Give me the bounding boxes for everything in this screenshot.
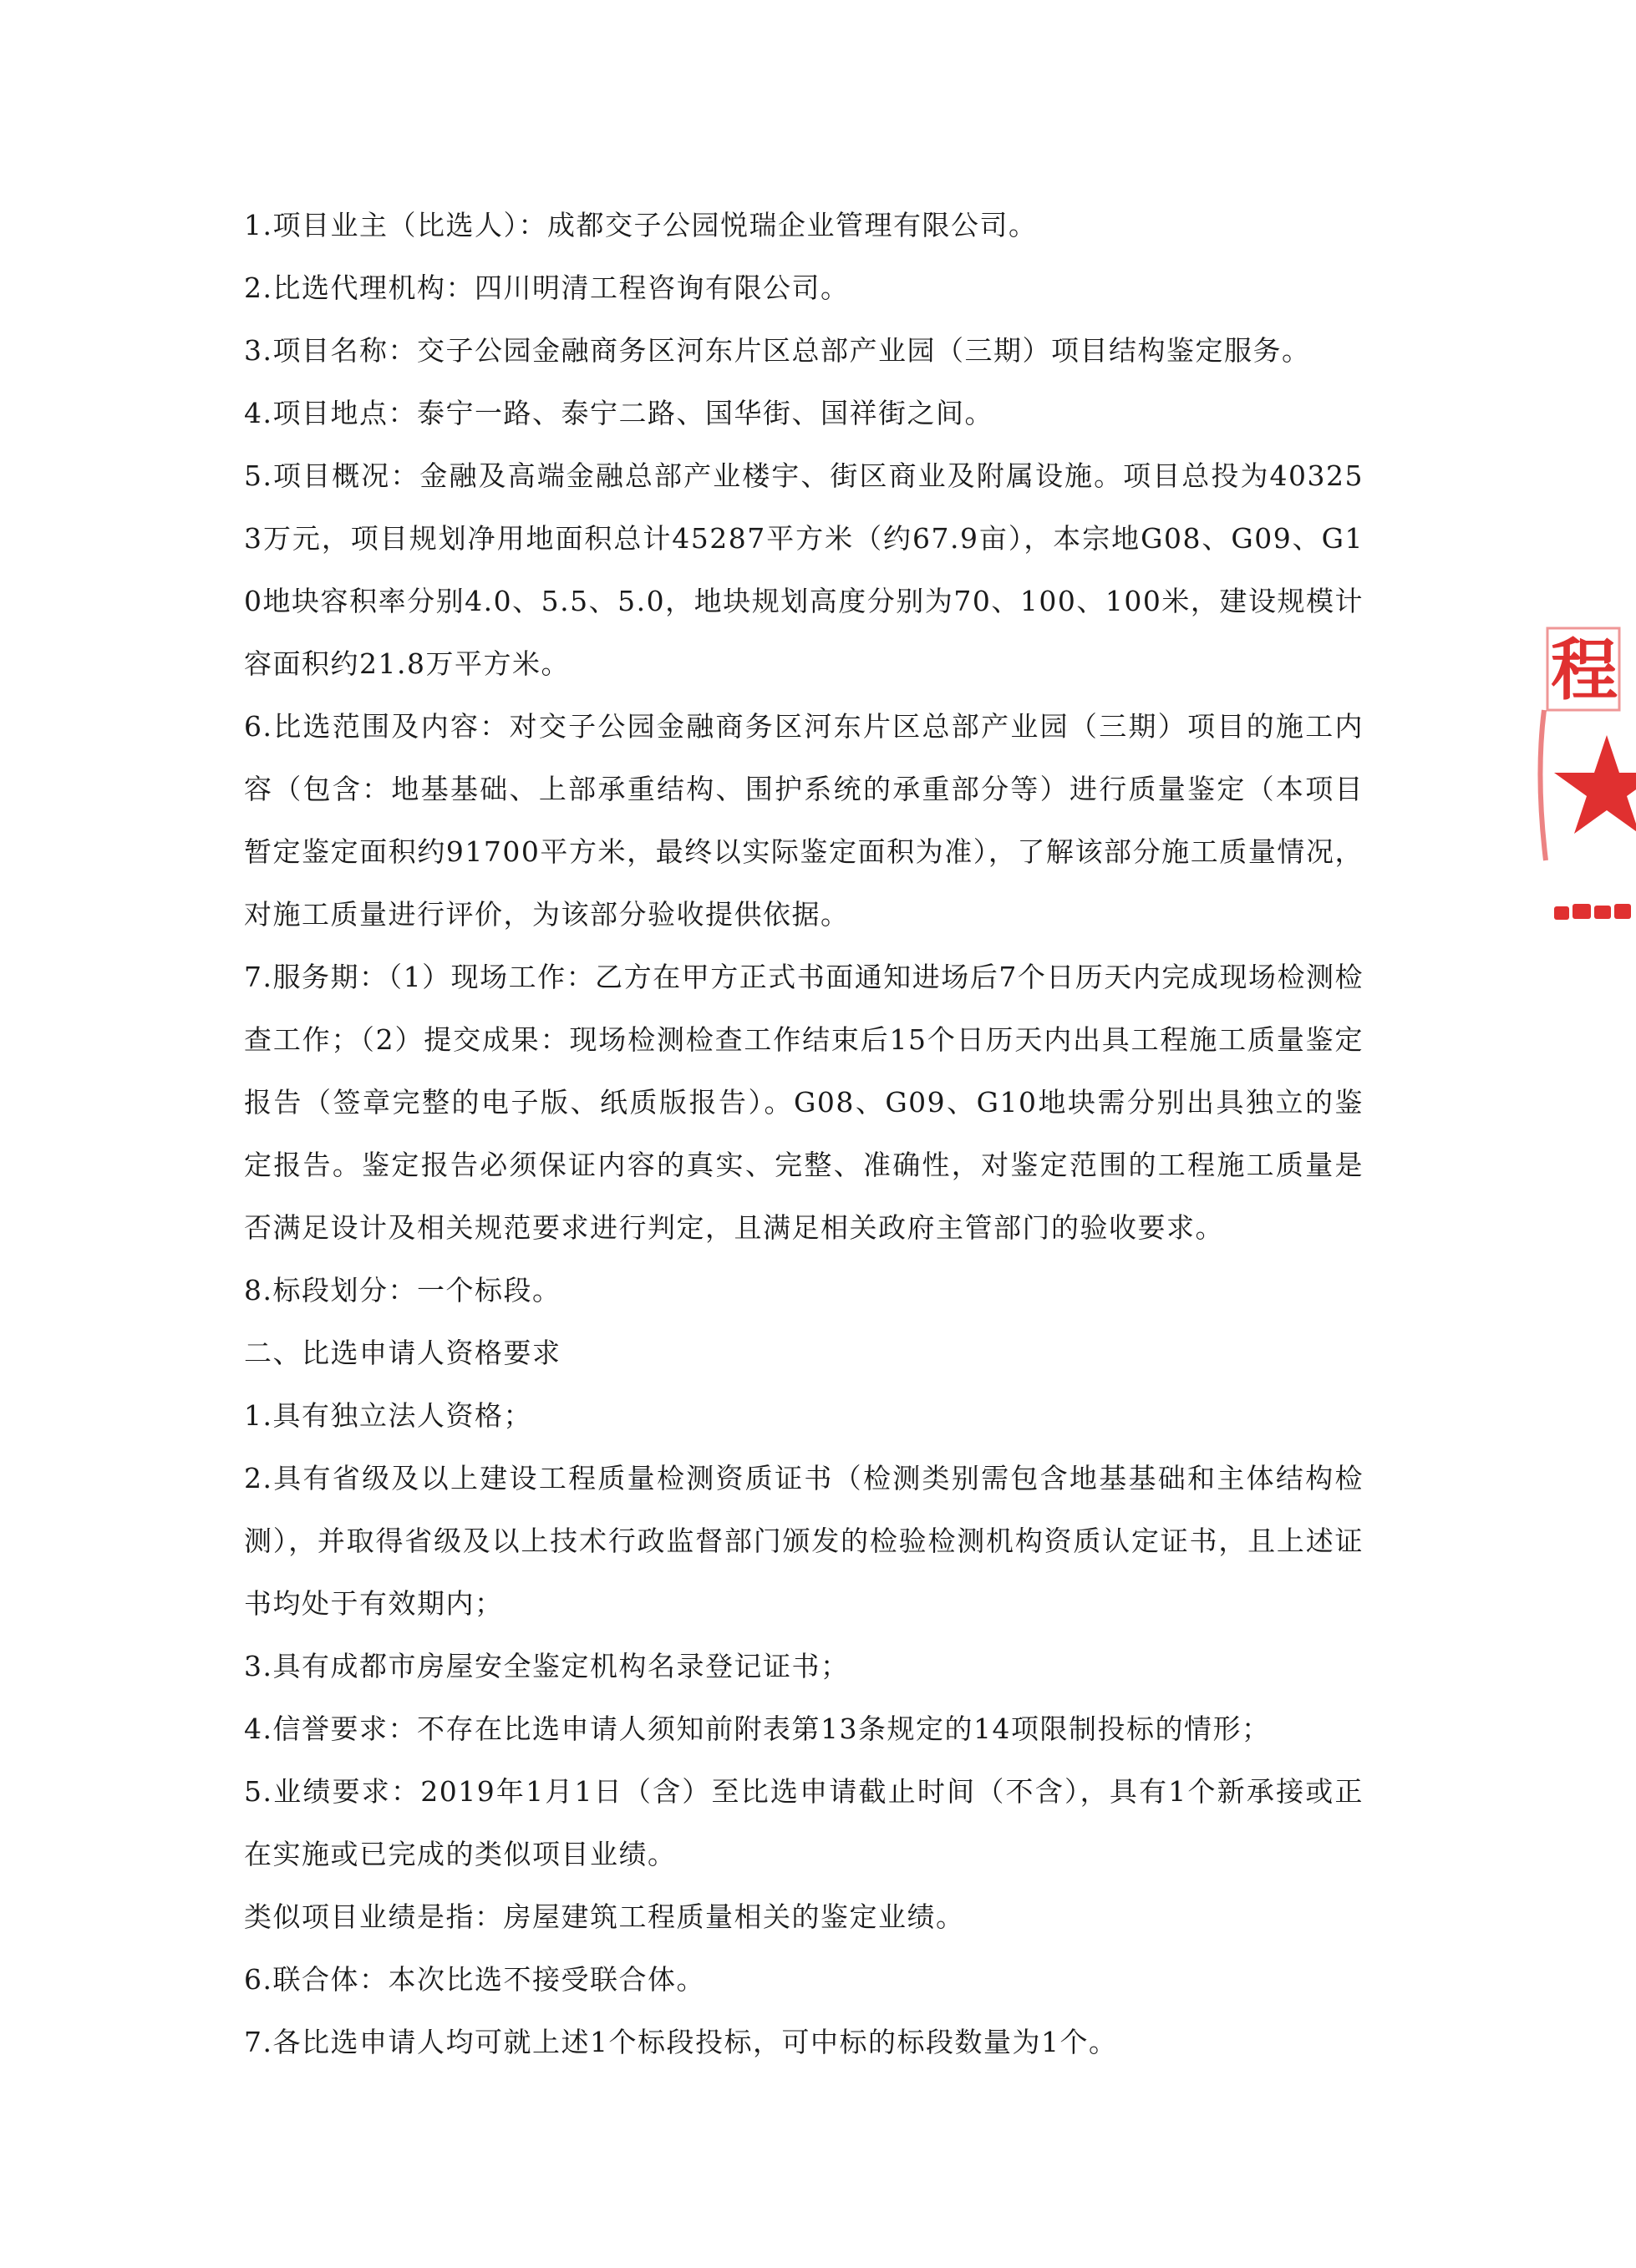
paragraph-lot-division: 8.标段划分：一个标段。 (244, 1274, 561, 1307)
paragraph-project-owner: 1.项目业主（比选人）：成都交子公园悦瑞企业管理有限公司。 (244, 209, 1038, 241)
paragraph-similar-projects: 类似项目业绩是指：房屋建筑工程质量相关的鉴定业绩。 (244, 1900, 965, 1933)
paragraph-qualification-6: 6.联合体：本次比选不接受联合体。 (244, 1963, 705, 1996)
paragraph-service-period: 7.服务期：（1）现场工作：乙方在甲方正式书面通知进场后7个日历天内完成现场检测检查工作；（2）提交成果：现场检测检查工作结束后15个日历天内出具工程施工质量鉴定报告（签章完整的电子版、纸质版报告）。G08、G09、G10地块需分别出具独立的鉴定报告。鉴定报告必须保证内容的真实、完整、准确性，对鉴定范围的工程施工质量是否满足设计及相关规范要求进行判定，且满足相关政府主管部门的验收要求。 (244, 961, 1364, 1244)
paragraph-project-name: 3.项目名称：交子公园金融商务区河东片区总部产业园（三期）项目结构鉴定服务。 (244, 334, 1311, 367)
paragraph-project-overview: 5.项目概况：金融及高端金融总部产业楼宇、街区商业及附属设施。项目总投为403253万元，项目规划净用地面积总计45287平方米（约67.9亩），本宗地G08、G09、G10地块容积率分别4.0、5.5、5.0，地块规划高度分别为70、100、100米，建设规模计容面积约21.8万平方米。 (244, 459, 1364, 680)
paragraph-qualification-2: 2.具有省级及以上建设工程质量检测资质证书（检测类别需包含地基基础和主体结构检测），并取得省级及以上技术行政监督部门颁发的检验检测机构资质认定证书，且上述证书均处于有效期内； (244, 1462, 1364, 1620)
paragraph-qualification-4: 4.信誉要求：不存在比选申请人须知前附表第13条规定的14项限制投标的情形； (244, 1712, 1271, 1745)
paragraph-agency: 2.比选代理机构：四川明清工程咨询有限公司。 (244, 271, 850, 304)
company-seal-stamp (1536, 610, 1636, 952)
paragraph-qualification-3: 3.具有成都市房屋安全鉴定机构名录登记证书； (244, 1650, 850, 1682)
paragraph-project-location: 4.项目地点：泰宁一路、泰宁二路、国华街、国祥街之间。 (244, 397, 993, 429)
paragraph-scope: 6.比选范围及内容：对交子公园金融商务区河东片区总部产业园（三期）项目的施工内容（包含：地基基础、上部承重结构、围护系统的承重部分等）进行质量鉴定（本项目暂定鉴定面积约91700平方米，最终以实际鉴定面积为准），了解该部分施工质量情况，对施工质量进行评价，为该部分验收提供依据。 (244, 710, 1364, 931)
svg-text:程: 程 (1551, 631, 1618, 709)
section-heading-qualifications: 二、比选申请人资格要求 (244, 1337, 561, 1369)
paragraph-qualification-5: 5.业绩要求：2019年1月1日（含）至比选申请截止时间（不含），具有1个新承接或正在实施或已完成的类似项目业绩。 (244, 1775, 1364, 1870)
paragraph-qualification-7: 7.各比选申请人均可就上述1个标段投标，可中标的标段数量为1个。 (244, 2026, 1118, 2058)
paragraph-qualification-1: 1.具有独立法人资格； (244, 1399, 532, 1432)
document-body (244, 194, 1364, 2073)
